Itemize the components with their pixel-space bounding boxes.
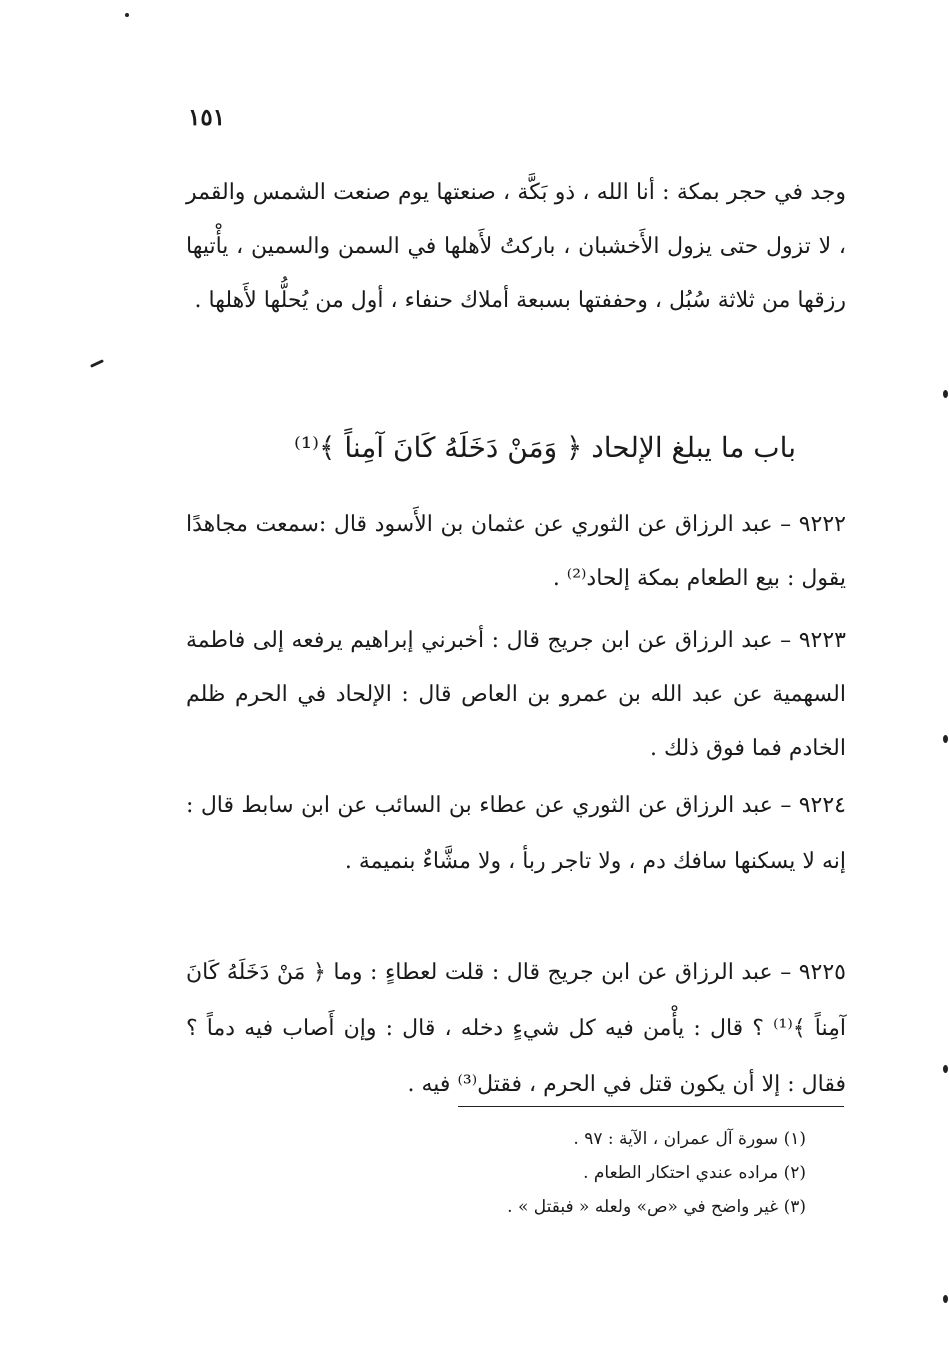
scan-speck [90, 359, 104, 368]
page-number: ١٥١ [188, 104, 226, 131]
hadith-entry-9225: ٩٢٢٥ – عبد الرزاق عن ابن جريج قال : قلت لعطاءٍ : وما ﴿ مَنْ دَخَلَهُ كَانَ آمِناً ﴾⁽¹⁾ ؟ قال : يأْمن فيه كل شيءٍ دخله ، قال : وإن أَصاب فيه دماً ؟ فقال : إلا أن يكون قتل في الحرم ، فقتل⁽³⁾ فيه . [186, 960, 846, 1097]
hadith-entry-9223: ٩٢٢٣ – عبد الرزاق عن ابن جريج قال : أخبرني إبراهيم يرفعه إلى فاطمة السهمية عن عبد الله بن عمرو بن العاص قال : الإلحاد في الحرم ظلم الخادم فما فوق ذلك . [186, 628, 846, 761]
footnote-divider [458, 1106, 844, 1107]
intro-paragraph: وجد في حجر بمكة : أنا الله ، ذو بَكَّة ، صنعتها يوم صنعت الشمس والقمر ، لا تزول حتى يزول الأَخشبان ، باركتُ لأَهلها في السمن والسمين ، يأْتيها رزقها من ثلاثة سُبُل ، وحففتها بسبعة أملاك حنفاء ، أول من يُحلُّها لأَهلها . [186, 180, 847, 313]
chapter-heading: باب ما يبلغ الإلحاد ﴿ وَمَنْ دَخَلَهُ كَانَ آمِناً ﴾⁽¹⁾ [294, 431, 796, 464]
hadith-entry-9224: ٩٢٢٤ – عبد الرزاق عن الثوري عن عطاء بن السائب عن ابن سابط قال : إنه لا يسكنها سافك دم ، ولا تاجر ربأ ، ولا مشَّاءٌ بنميمة . [186, 793, 846, 874]
footnote-1: (١) سورة آل عمران ، الآية : ٩٧ . [573, 1129, 806, 1149]
scan-speck [943, 1295, 948, 1303]
footnote-3: (٣) غير واضح في «ص» ولعله « فبقتل » . [507, 1197, 806, 1217]
scan-speck [125, 13, 129, 17]
hadith-entry-9222: ٩٢٢٢ – عبد الرزاق عن الثوري عن عثمان بن الأَسود قال :سمعت مجاهدًا يقول : بيع الطعام بمكة إلحاد⁽²⁾ . [186, 512, 846, 591]
footnotes [300, 1122, 806, 1224]
scan-speck [943, 735, 948, 743]
scan-speck [943, 390, 948, 398]
footnote-2: (٢) مراده عندي احتكار الطعام . [583, 1163, 806, 1183]
scan-speck [943, 1065, 948, 1073]
